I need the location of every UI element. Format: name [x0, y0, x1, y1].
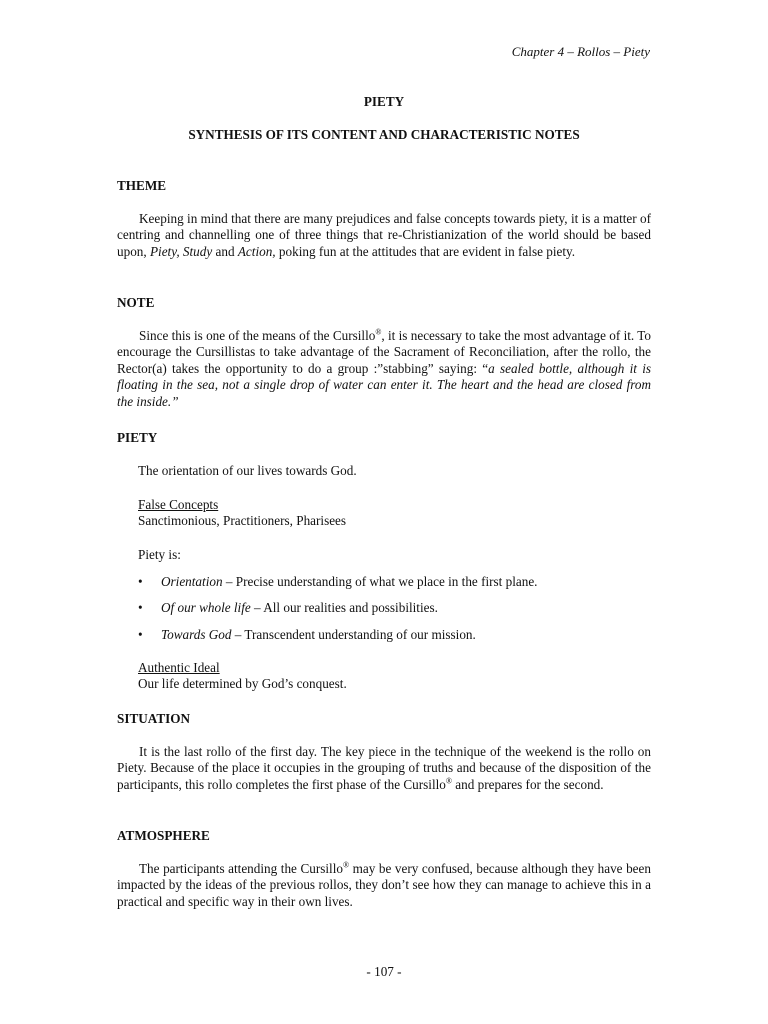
- theme-heading: THEME: [117, 178, 167, 193]
- list-item: • Of our whole life – All our realities and possibilities.: [138, 600, 438, 615]
- atmosphere-paragraph: The participants attending the Cursillo® may be very confused, because although they have been impacted by the ideas of the previous rollos, they don’t see how they can manage to achieve this in a practical and specific way in their own lives.: [117, 860, 651, 909]
- document-title: PIETY: [363, 94, 405, 109]
- authentic-ideal-label: Authentic Ideal: [138, 660, 220, 675]
- atmosphere-section: [117, 861, 651, 910]
- note-section: [117, 328, 651, 410]
- note-paragraph: Since this is one of the means of the Cursillo®, it is necessary to take the most advantage of it. To encourage the Cursillistas to take advantage of the Sacrament of Reconciliation, after the rollo, the Rector(a) takes the opportunity to do a group :”stabbing” saying: “a sealed bottle, although it is floating in the sea, not a single drop of water can enter it. The heart and the head are closed from the inside.”: [117, 327, 651, 409]
- situation-heading: SITUATION: [117, 711, 191, 726]
- authentic-ideal-text: Our life determined by God’s conquest.: [138, 676, 347, 692]
- atmosphere-heading: ATMOSPHERE: [117, 828, 210, 843]
- theme-paragraph: Keeping in mind that there are many prejudices and false concepts towards piety, it is a matter of centring and channelling one of three things that re-Christianization of the world should be based upon, Piety, Study and Action, poking fun at the attitudes that are evident in false piety.: [117, 211, 651, 259]
- false-concepts-label: False Concepts: [138, 497, 219, 512]
- list-item: • Orientation – Precise understanding of what we place in the first plane.: [138, 574, 538, 589]
- false-concepts: [117, 497, 672, 530]
- piety-bullet-list-2: [117, 600, 651, 616]
- theme-section: [117, 211, 651, 260]
- piety-definition: The orientation of our lives towards God.: [138, 463, 357, 478]
- piety-heading: PIETY: [117, 430, 158, 445]
- note-heading: NOTE: [117, 295, 155, 310]
- page-number: - 107 -: [366, 964, 402, 979]
- piety-is-label: Piety is:: [138, 547, 181, 562]
- false-concepts-text: Sanctimonious, Practitioners, Pharisees: [138, 513, 347, 529]
- situation-paragraph: It is the last rollo of the first day. The key piece in the technique of the weekend is the rollo on Piety. Because of the place it occupies in the grouping of truths and because of the disposition of the participants, this rollo completes the first phase of the Cursillo® and prepares for the second.: [117, 744, 651, 792]
- piety-bullet-list: [117, 574, 651, 590]
- bullet-icon: •: [138, 627, 143, 642]
- bullet-icon: •: [138, 574, 143, 589]
- document-subtitle: SYNTHESIS OF ITS CONTENT AND CHARACTERISTIC NOTES: [188, 127, 580, 142]
- situation-section: [117, 744, 651, 793]
- list-item: • Towards God – Transcendent understanding of our mission.: [138, 627, 476, 642]
- running-head: Chapter 4 – Rollos – Piety: [511, 44, 650, 59]
- piety-bullet-list-3: [117, 627, 651, 643]
- bullet-icon: •: [138, 600, 143, 615]
- authentic-ideal: [117, 660, 672, 693]
